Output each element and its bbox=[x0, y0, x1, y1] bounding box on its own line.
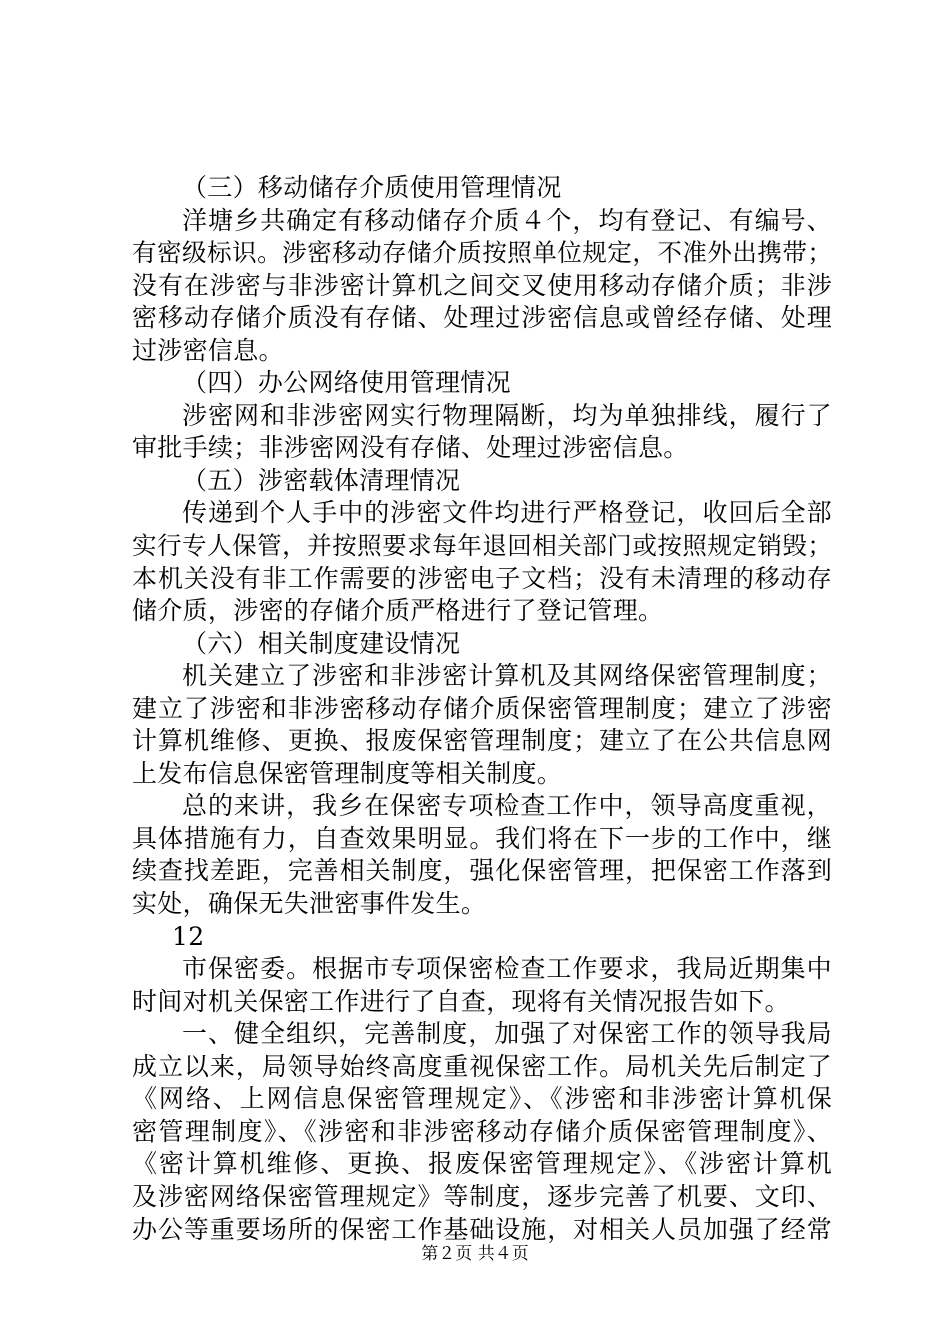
page-number: 第２页 共４页 bbox=[421, 1244, 529, 1264]
paragraph-line: 续查找差距，完善相关制度，强化保密管理，把保密工作落到 bbox=[132, 856, 832, 886]
page-footer bbox=[0, 1243, 950, 1265]
paragraph-line: 储介质，涉密的存储介质严格进行了登记管理。 bbox=[132, 596, 664, 626]
section-number: 12 bbox=[172, 921, 205, 951]
paragraph-line: 过涉密信息。 bbox=[132, 335, 284, 365]
paragraph-line: 实处，确保无失泄密事件发生。 bbox=[132, 889, 487, 919]
paragraph-line: 本机关没有非工作需要的涉密电子文档；没有未清理的移动存 bbox=[132, 563, 832, 593]
section-heading-4: （四）办公网络使用管理情况 bbox=[182, 368, 511, 398]
paragraph-line: 一、健全组织，完善制度，加强了对保密工作的领导我局 bbox=[182, 1019, 832, 1049]
paragraph-line: 有密级标识。涉密移动存储介质按照单位规定，不准外出携带； bbox=[132, 238, 832, 268]
paragraph-line: 办公等重要场所的保密工作基础设施，对相关人员加强了经常 bbox=[132, 1214, 832, 1244]
section-heading-3: （三）移动储存介质使用管理情况 bbox=[182, 173, 562, 202]
paragraph-line: 密移动存储介质没有存储、处理过涉密信息或曾经存储、处理 bbox=[132, 303, 832, 333]
paragraph-line: 审批手续；非涉密网没有存储、处理过涉密信息。 bbox=[132, 433, 689, 463]
paragraph-line: 建立了涉密和非涉密移动存储介质保密管理制度；建立了涉密 bbox=[132, 693, 832, 723]
section-heading-5: （五）涉密载体清理情况 bbox=[182, 465, 461, 495]
section-heading-6: （六）相关制度建设情况 bbox=[182, 628, 461, 658]
paragraph-line: 《密计算机维修、更换、报废保密管理规定》、《涉密计算机 bbox=[132, 1149, 832, 1179]
document-body bbox=[132, 172, 832, 1246]
paragraph-line: 密管理制度》、《涉密和非涉密移动存储介质保密管理制度》、 bbox=[132, 1116, 832, 1146]
paragraph-line: 涉密网和非涉密网实行物理隔断，均为单独排线，履行了 bbox=[182, 400, 832, 430]
paragraph-line: 计算机维修、更换、报废保密管理制度；建立了在公共信息网 bbox=[132, 726, 832, 756]
paragraph-line: 《网络、上网信息保密管理规定》、《涉密和非涉密计算机保 bbox=[132, 1084, 832, 1114]
paragraph-line: 实行专人保管，并按照要求每年退回相关部门或按照规定销毁； bbox=[132, 531, 832, 561]
paragraph-line: 传递到个人手中的涉密文件均进行严格登记，收回后全部 bbox=[182, 498, 832, 528]
paragraph-line: 具体措施有力，自查效果明显。我们将在下一步的工作中，继 bbox=[132, 823, 832, 853]
paragraph-line: 机关建立了涉密和非涉密计算机及其网络保密管理制度； bbox=[182, 661, 832, 691]
paragraph-line: 成立以来，局领导始终高度重视保密工作。局机关先后制定了 bbox=[132, 1051, 832, 1081]
paragraph-line: 时间对机关保密工作进行了自查，现将有关情况报告如下。 bbox=[132, 986, 790, 1016]
paragraph-line: 洋塘乡共确定有移动储存介质４个，均有登记、有编号、 bbox=[182, 205, 832, 235]
paragraph-line: 上发布信息保密管理制度等相关制度。 bbox=[132, 758, 563, 788]
paragraph-line: 及涉密网络保密管理规定》等制度，逐步完善了机要、文印、 bbox=[132, 1181, 832, 1211]
paragraph-line: 市保密委。根据市专项保密检查工作要求，我局近期集中 bbox=[182, 954, 832, 984]
paragraph-line: 总的来讲，我乡在保密专项检查工作中，领导高度重视， bbox=[182, 791, 832, 821]
paragraph-line: 没有在涉密与非涉密计算机之间交叉使用移动存储介质；非涉 bbox=[132, 270, 832, 300]
